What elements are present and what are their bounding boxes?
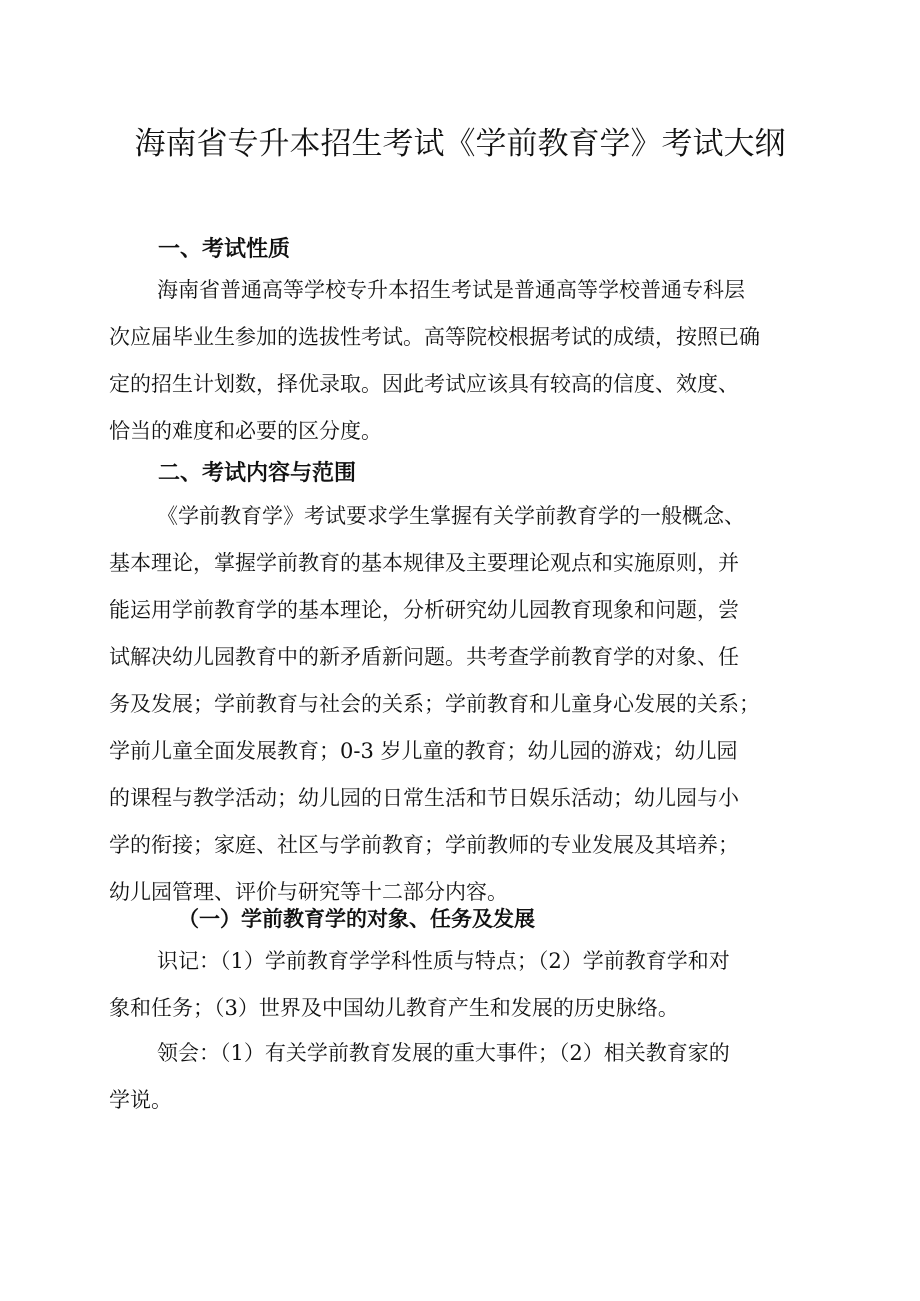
paragraph-line: 识记：（1）学前教育学学科性质与特点；（2）学前教育学和对 [157, 949, 730, 973]
paragraph-line: 《学前教育学》考试要求学生掌握有关学前教育学的一般概念、 [157, 504, 745, 528]
paragraph-line: 务及发展；学前教育与社会的关系；学前教育和儿童身心发展的关系； [109, 692, 760, 716]
paragraph-line: 能运用学前教育学的基本理论，分析研究幼儿园教育现象和问题，尝 [109, 598, 739, 622]
section-heading-content: 二、考试内容与范围 [158, 461, 357, 486]
paragraph-line: 次应届毕业生参加的选拔性考试。高等院校根据考试的成绩，按照已确 [109, 325, 760, 349]
paragraph-line: 试解决幼儿园教育中的新矛盾新问题。共考查学前教育学的对象、任 [109, 645, 739, 669]
document-title: 海南省专升本招生考试《学前教育学》考试大纲 [134, 126, 786, 162]
section-content-paragraph [109, 493, 829, 916]
section-heading-nature: 一、考试性质 [158, 237, 291, 262]
recall-paragraph [109, 938, 829, 1032]
paragraph-line: 象和任务；（3）世界及中国幼儿教育产生和发展的历史脉络。 [109, 996, 679, 1020]
paragraph-line: 幼儿园管理、评价与研究等十二部分内容。 [109, 880, 508, 904]
subsection-heading-objects: （一）学前教育学的对象、任务及发展 [178, 907, 535, 931]
comprehend-paragraph [109, 1030, 829, 1124]
paragraph-line: 领会：（1）有关学前教育发展的重大事件；（2）相关教育家的 [157, 1041, 730, 1065]
paragraph-line: 海南省普通高等学校专升本招生考试是普通高等学校普通专科层 [157, 278, 745, 302]
paragraph-line: 恰当的难度和必要的区分度。 [109, 419, 382, 443]
paragraph-line: 定的招生计划数，择优录取。因此考试应该具有较高的信度、效度、 [109, 372, 739, 396]
paragraph-line: 学的衔接；家庭、社区与学前教育；学前教师的专业发展及其培养； [109, 833, 739, 857]
paragraph-line: 的课程与教学活动；幼儿园的日常生活和节日娱乐活动；幼儿园与小 [109, 786, 739, 810]
section-nature-paragraph [109, 267, 829, 455]
paragraph-line: 学说。 [109, 1088, 172, 1112]
paragraph-line: 学前儿童全面发展教育；0-3 岁儿童的教育；幼儿园的游戏；幼儿园 [109, 739, 738, 763]
paragraph-line: 基本理论，掌握学前教育的基本规律及主要理论观点和实施原则，并 [109, 551, 739, 575]
